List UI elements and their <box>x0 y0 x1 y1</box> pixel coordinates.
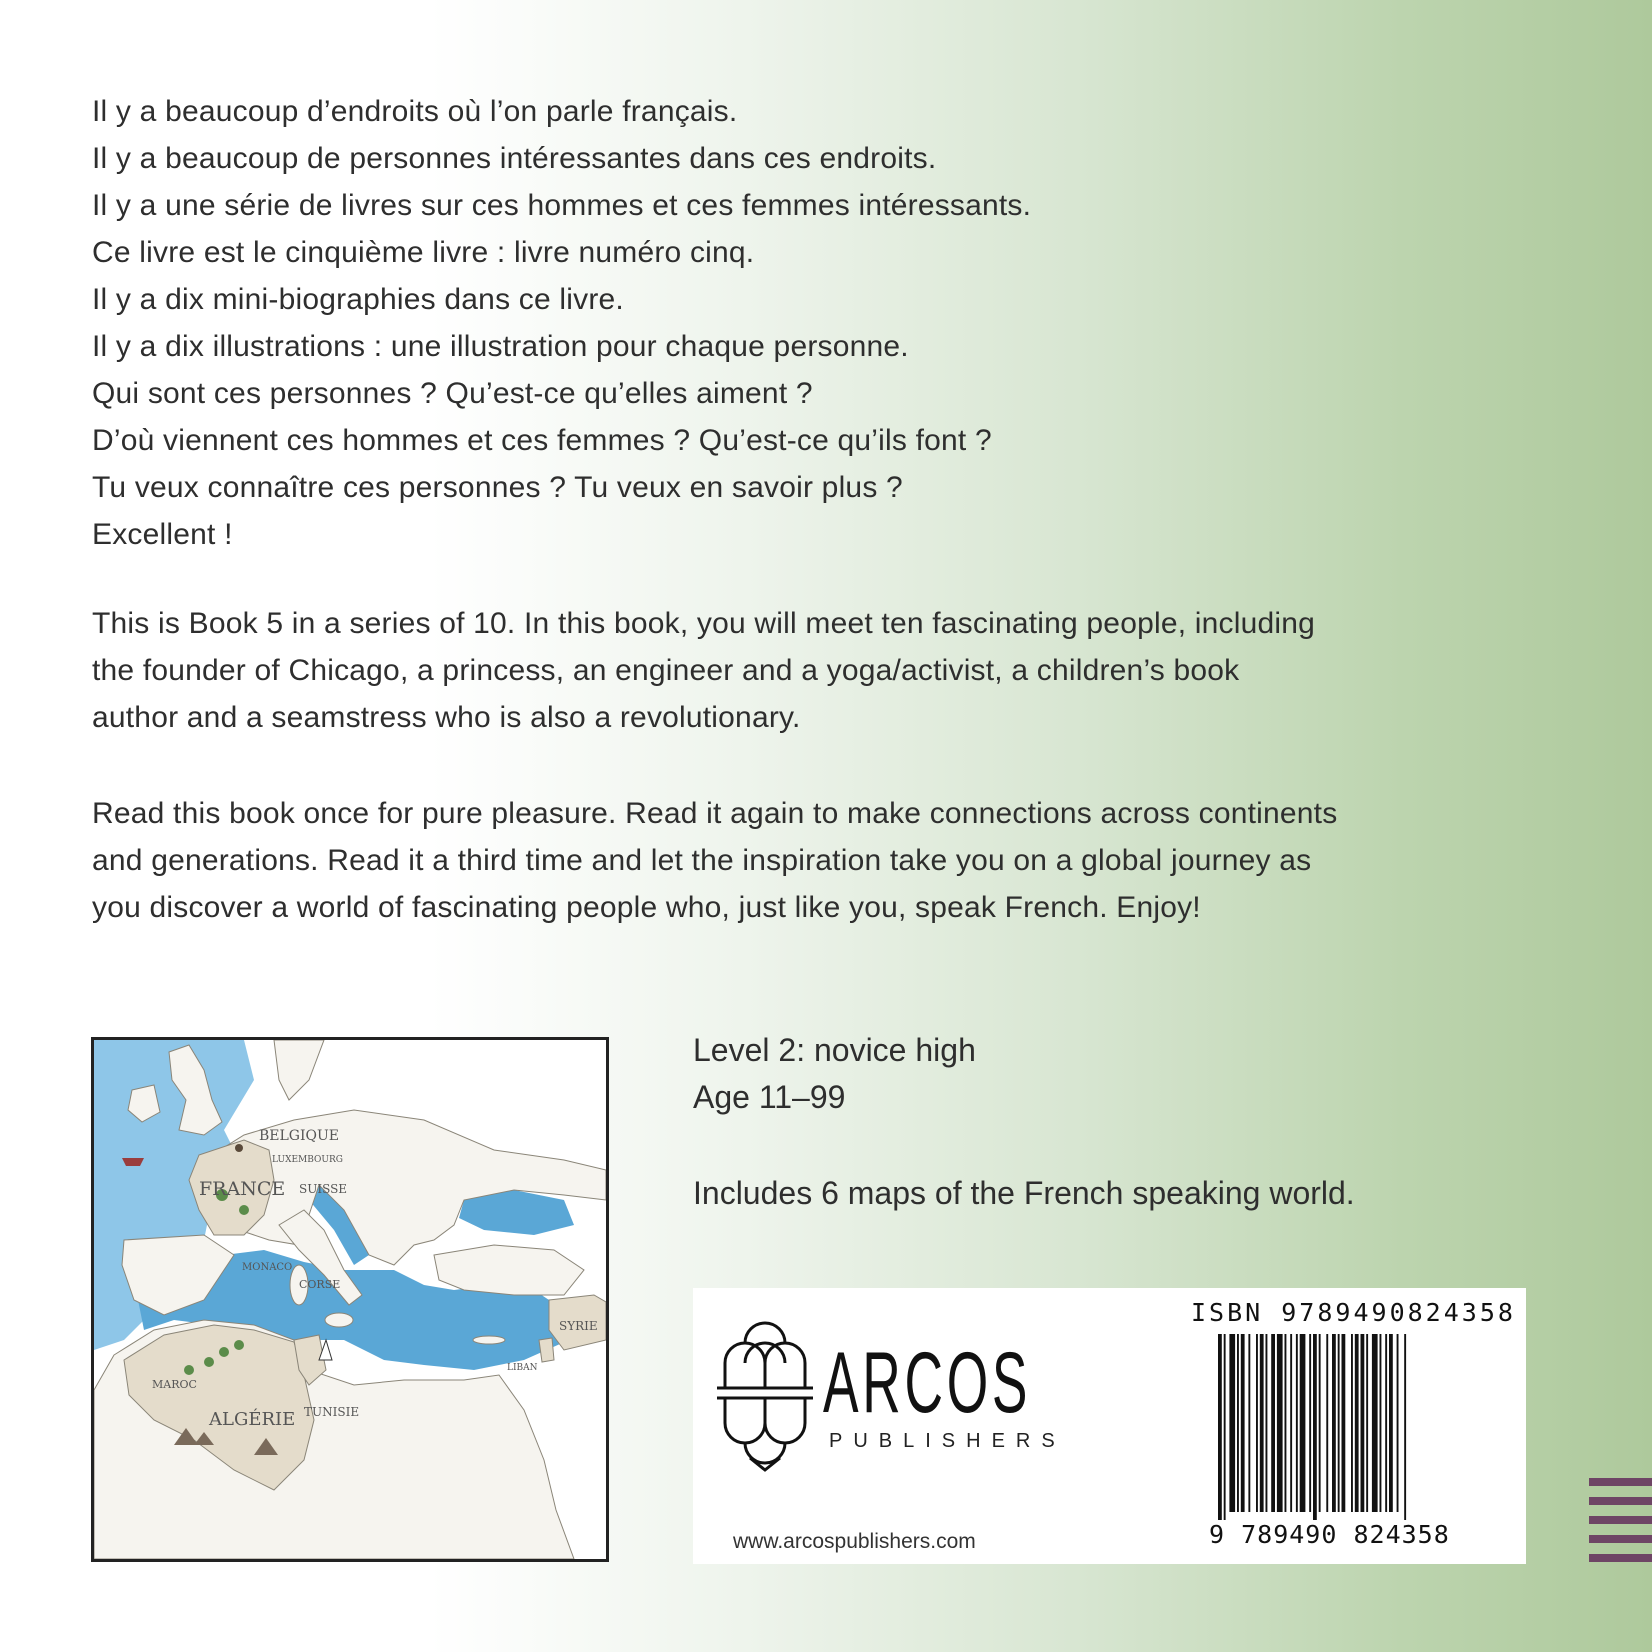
map-label-liban: LIBAN <box>507 1363 538 1373</box>
french-intro-line: Qui sont ces personnes ? Qu’est-ce qu’elles aiment ? <box>92 377 813 410</box>
publisher-subtitle: PUBLISHERS <box>829 1430 1066 1452</box>
map-label-suisse: SUISSE <box>299 1182 348 1196</box>
barcode-bar <box>1372 1334 1378 1512</box>
french-intro-line: Tu veux connaître ces personnes ? Tu veux en savoir plus ? <box>92 471 903 504</box>
map-label-tunisie: TUNISIE <box>304 1405 360 1419</box>
map-label-syrie: SYRIE <box>559 1319 598 1333</box>
publisher-barcode-panel <box>693 1288 1526 1564</box>
map-label-france: FRANCE <box>199 1178 286 1200</box>
maps-note: Includes 6 maps of the French speaking world. <box>693 1175 1355 1211</box>
barcode-bar <box>1389 1334 1393 1512</box>
barcode-bar <box>1241 1334 1245 1512</box>
publisher-website[interactable]: www.arcospublishers.com <box>733 1530 976 1553</box>
barcode-bar <box>1319 1334 1321 1512</box>
barcode-bar <box>1237 1334 1239 1512</box>
barcode-bar <box>1385 1334 1387 1512</box>
barcode-bar <box>1361 1334 1365 1512</box>
french-intro-line: Il y a beaucoup d’endroits où l’on parle français. <box>92 95 738 128</box>
map-label-algerie: ALGÉRIE <box>209 1409 296 1430</box>
decorative-stripes <box>1589 1478 1652 1568</box>
barcode <box>1218 1334 1464 1526</box>
barcode-bar <box>1224 1334 1226 1526</box>
french-intro-line: Il y a beaucoup de personnes intéressantes dans ces endroits. <box>92 142 937 175</box>
stripe <box>1589 1478 1652 1486</box>
barcode-bar <box>1380 1334 1382 1512</box>
english-description-line: author and a seamstress who is also a revolutionary. <box>92 701 801 734</box>
lebanon-land <box>539 1338 554 1362</box>
reading-note-line: Read this book once for pure pleasure. Read it again to make connections across continents <box>92 797 1338 830</box>
reading-note <box>92 790 1552 931</box>
stripe <box>1589 1497 1652 1505</box>
reading-level: Level 2: novice high <box>693 1032 976 1068</box>
barcode-bar <box>1397 1334 1399 1512</box>
barcode-bar <box>1366 1334 1368 1512</box>
barcode-digits: 9 789490 824358 <box>1209 1520 1450 1549</box>
english-description-line: the founder of Chicago, a princess, an engineer and a yoga/activist, a children’s book <box>92 654 1240 687</box>
stripe <box>1589 1535 1652 1543</box>
sicily <box>325 1313 353 1327</box>
map-label-belgique: BELGIQUE <box>259 1128 340 1144</box>
mediterranean-map <box>91 1037 609 1562</box>
map-label-corse: CORSE <box>299 1278 341 1291</box>
reading-note-line: you discover a world of fascinating people who, just like you, speak French. Enjoy! <box>92 891 1201 924</box>
barcode-bar <box>1271 1334 1275 1512</box>
map-illustration <box>94 1040 606 1559</box>
isbn-label: ISBN 9789490824358 <box>1191 1298 1516 1327</box>
reading-note-line: and generations. Read it a third time and let the inspiration take you on a global journey as <box>92 844 1312 877</box>
barcode-bar <box>1309 1334 1311 1512</box>
barcode-bar <box>1351 1334 1353 1512</box>
french-intro-line: Il y a une série de livres sur ces hommes et ces femmes intéressants. <box>92 189 1032 222</box>
arcos-logo-icon <box>715 1318 815 1478</box>
barcode-bar <box>1266 1334 1268 1512</box>
barcode-bar <box>1404 1334 1406 1526</box>
barcode-bar <box>1290 1334 1292 1512</box>
french-intro-line: Il y a dix mini-biographies dans ce livre. <box>92 283 624 316</box>
french-intro-line: Il y a dix illustrations : une illustration pour chaque personne. <box>92 330 909 363</box>
barcode-bar <box>1285 1334 1287 1512</box>
barcode-bar <box>1338 1334 1340 1512</box>
barcode-bar <box>1229 1334 1235 1512</box>
barcode-bar <box>1256 1334 1258 1512</box>
barcode-bar <box>1296 1334 1298 1512</box>
map-label-luxembourg: LUXEMBOURG <box>272 1155 343 1165</box>
french-intro-line: D’où viennent ces hommes et ces femmes ? Qu’est-ce qu’ils font ? <box>92 424 992 457</box>
age-range: Age 11–99 <box>693 1079 846 1115</box>
stripe <box>1589 1554 1652 1562</box>
english-description-line: This is Book 5 in a series of 10. In this book, you will meet ten fascinating people, including <box>92 607 1315 640</box>
barcode-bar <box>1260 1334 1264 1512</box>
reading-level-info <box>693 1027 976 1121</box>
barcode-bar <box>1332 1334 1336 1512</box>
barcode-bar <box>1355 1334 1359 1512</box>
barcode-bar <box>1277 1334 1283 1512</box>
eiffel-tower-icon <box>235 1144 243 1152</box>
barcode-bar <box>1300 1334 1306 1512</box>
barcode-bar <box>1326 1334 1328 1512</box>
barcode-bar <box>1218 1334 1222 1526</box>
barcode-bar <box>1248 1334 1250 1512</box>
barcode-bar <box>1313 1334 1317 1526</box>
barcode-bar <box>1342 1334 1346 1512</box>
stripe <box>1589 1516 1652 1524</box>
publisher-name: ARCOS <box>823 1335 1032 1431</box>
map-label-maroc: MAROC <box>152 1378 197 1391</box>
french-intro-line: Ce livre est le cinquième livre : livre numéro cinq. <box>92 236 755 269</box>
french-intro <box>92 88 1031 558</box>
crete <box>473 1336 505 1344</box>
map-label-monaco: MONACO <box>242 1262 293 1273</box>
french-intro-line: Excellent ! <box>92 518 233 551</box>
english-description <box>92 600 1552 741</box>
